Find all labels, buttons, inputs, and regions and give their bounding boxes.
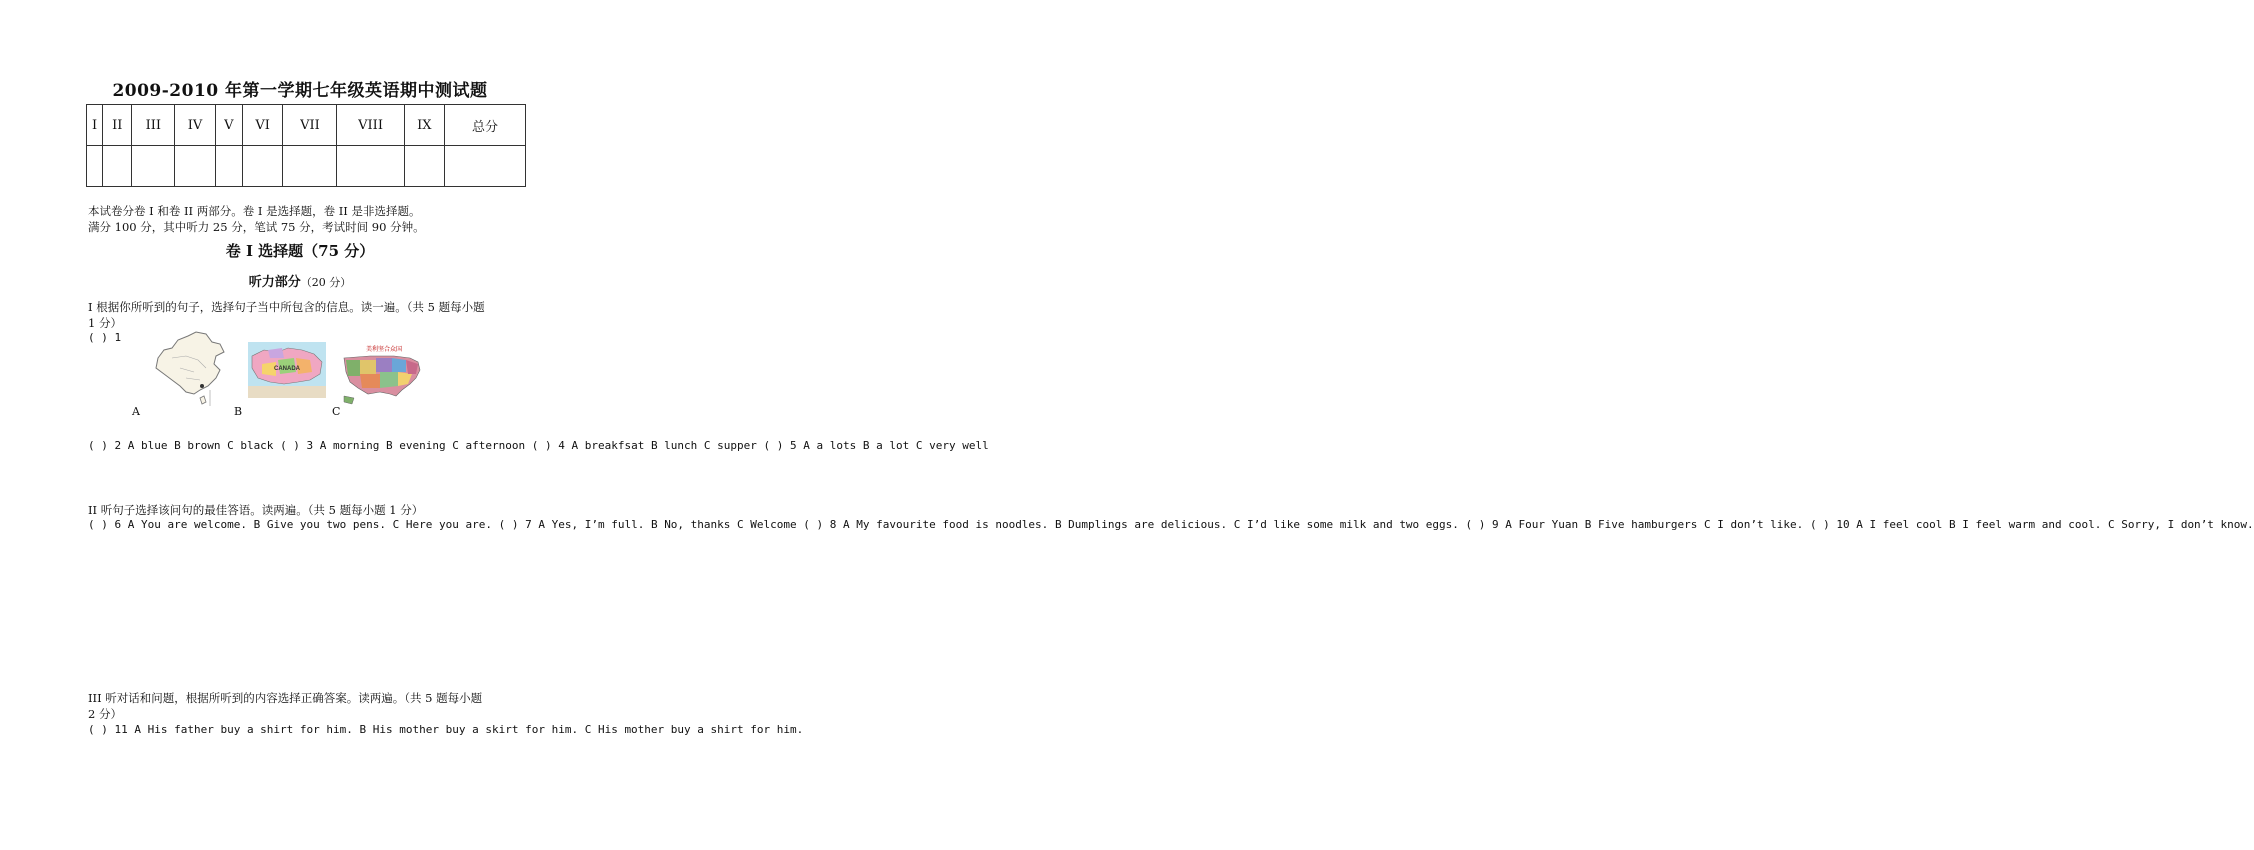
part1-instruction: I 根据你所听到的句子，选择句子当中所包含的信息。读一遍。（共 5 题每小题 (88, 300, 485, 314)
question-1: ( ) 1 (88, 331, 122, 344)
score-header-total: 总分 (445, 105, 526, 146)
question-2: ( ) 2 A blue B brown C black (88, 439, 274, 452)
question-10-c: C Sorry, I don’t know. (2107, 518, 2254, 531)
score-header-7: VII (283, 105, 337, 146)
part2-questions (88, 517, 2254, 533)
china-map-image (150, 328, 228, 408)
score-header-2: II (103, 105, 132, 146)
score-cell-total[interactable] (445, 146, 526, 187)
score-cell[interactable] (404, 146, 444, 187)
part3-questions (88, 722, 803, 738)
score-cell[interactable] (242, 146, 283, 187)
question-4: ( ) 4 A breakfsat B lunch C supper (531, 439, 757, 452)
score-header-3: III (132, 105, 175, 146)
part3-instruction: III 听对话和问题，根据所听到的内容选择正确答案。读两遍。（共 5 题每小题 (88, 691, 483, 705)
intro-line: 满分 100 分，其中听力 25 分，笔试 75 分，考试时间 90 分钟。 (88, 220, 425, 234)
score-cell[interactable] (103, 146, 132, 187)
part1-instruction: 1 分） (88, 316, 122, 330)
question-8-c: C I’d like some milk and two eggs. (1233, 518, 1459, 531)
canada-map-caption: CANADA (274, 366, 300, 372)
question-11-c: C His mother buy a shirt for him. (584, 723, 804, 736)
question-6-b: B Give you two pens. (253, 518, 387, 531)
section-title: 卷 I 选择题（75 分） (225, 242, 375, 260)
score-header-4: IV (175, 105, 216, 146)
question-6-c: C Here you are. (392, 518, 492, 531)
question-6-a: ( ) 6 A You are welcome. (88, 518, 247, 531)
listening-score: （20 分） (300, 276, 352, 289)
canada-map-image (248, 342, 326, 398)
question-11-a: ( ) 11 A His father buy a shirt for him. (88, 723, 353, 736)
question-10-b: B I feel warm and cool. (1949, 518, 2102, 531)
question-5: ( ) 5 A a lots B a lot C very well (763, 439, 989, 452)
question-9: ( ) 9 A Four Yuan B Five hamburgers C I don’t like. (1465, 518, 1804, 531)
intro-line: 本试卷分卷 I 和卷 II 两部分。卷 I 是选择题，卷 II 是非选择题。 (88, 204, 421, 218)
map-option-a: A (132, 405, 140, 418)
part1-question (88, 438, 989, 454)
score-header-1: I (87, 105, 103, 146)
question-8-b: B Dumplings are delicious. (1054, 518, 1228, 531)
score-cell[interactable] (283, 146, 337, 187)
page-title: 2009-2010 年第一学期七年级英语期中测试题 (112, 81, 488, 101)
listening-title (0, 271, 600, 290)
usa-map-image (340, 344, 428, 408)
part2-instruction: II 听句子选择该问句的最佳答语。读两遍。（共 5 题每小题 1 分） (88, 503, 424, 517)
question-7: ( ) 7 A Yes, I’m full. B No, thanks C Welcome (498, 518, 797, 531)
score-cell[interactable] (215, 146, 242, 187)
score-header-8: VIII (337, 105, 404, 146)
question-8-a: ( ) 8 A My favourite food is noodles. (803, 518, 1049, 531)
score-cell[interactable] (175, 146, 216, 187)
score-cell[interactable] (87, 146, 103, 187)
map-option-b: B (234, 405, 243, 418)
score-cell[interactable] (132, 146, 175, 187)
question-10-a: ( ) 10 A I feel cool (1809, 518, 1943, 531)
question-11-b: B His mother buy a skirt for him. (359, 723, 579, 736)
question-3: ( ) 3 A morning B evening C afternoon (280, 439, 526, 452)
score-cell[interactable] (337, 146, 404, 187)
score-header-5: V (215, 105, 242, 146)
usa-map-caption: 美利坚合众国 (365, 346, 403, 353)
score-table (86, 104, 526, 187)
score-header-6: VI (242, 105, 283, 146)
score-header-9: IX (404, 105, 444, 146)
map-option-c: C (332, 405, 341, 418)
listening-label: 听力部分 (248, 275, 301, 290)
part3-instruction: 2 分） (88, 707, 122, 721)
